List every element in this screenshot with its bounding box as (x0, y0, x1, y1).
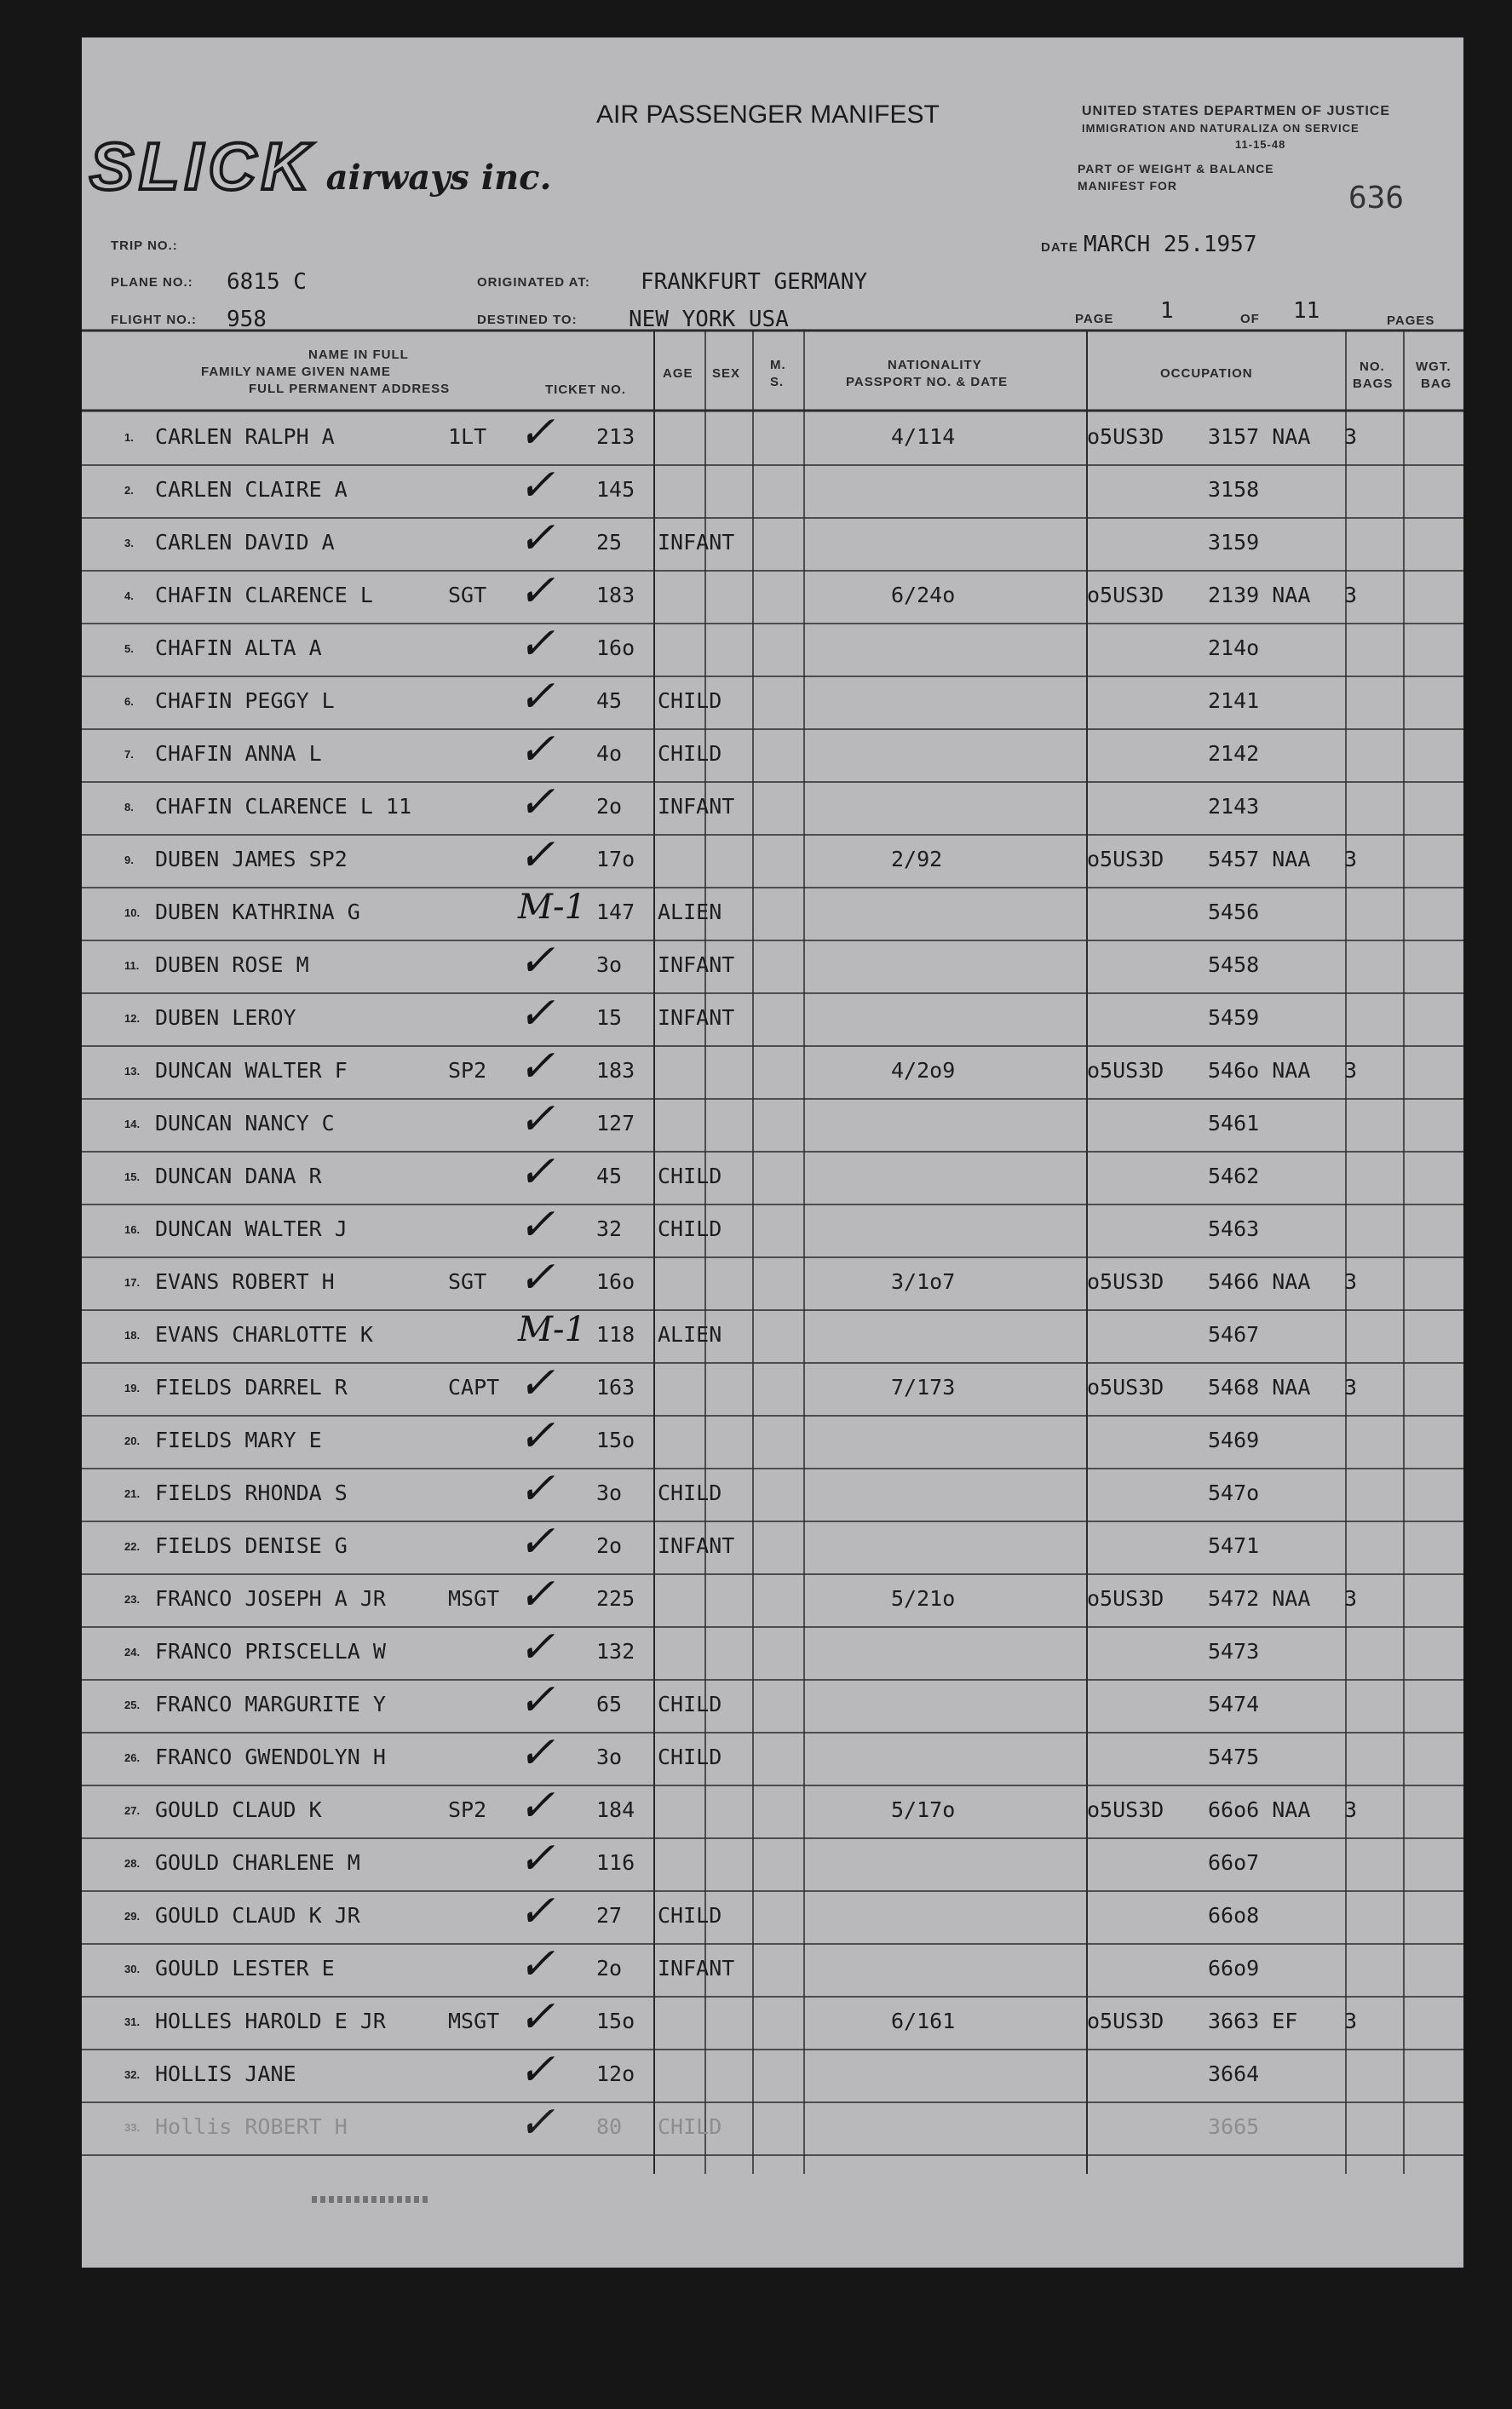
table-row (82, 1094, 1463, 1152)
check-mark: ✓ (518, 407, 555, 458)
rank: SP2 (448, 1797, 487, 1822)
passenger-name: Hollis ROBERT H (155, 2114, 348, 2139)
bag-count: 3 (1344, 2009, 1358, 2033)
passenger-name: GOULD CLAUD K JR (155, 1903, 360, 1928)
col-name-line2: FAMILY NAME GIVEN NAME (201, 365, 391, 379)
rank: CAPT (448, 1375, 500, 1400)
ticket-number: 2o (596, 1956, 623, 1981)
table-row (82, 1886, 1463, 1944)
table-row (82, 724, 1463, 782)
table-row (82, 830, 1463, 888)
rank: MSGT (448, 1586, 500, 1611)
col-bags-line1: NO. (1360, 359, 1385, 374)
check-mark: ✓ (518, 2044, 555, 2096)
col-age: AGE (663, 366, 693, 381)
table-row (82, 618, 1463, 676)
col-ticket: TICKET NO. (545, 382, 626, 397)
dept-line-2: IMMIGRATION AND NATURALIZA ON SERVICE (1082, 122, 1360, 135)
passenger-name: FRANCO GWENDOLYN H (155, 1745, 386, 1769)
table-row (82, 777, 1463, 835)
age-category: INFANT (658, 794, 735, 819)
passenger-name: EVANS ROBERT H (155, 1269, 335, 1294)
ticket-number: 17o (596, 847, 635, 871)
flight-label: FLIGHT NO.: (111, 313, 197, 327)
passenger-name: FIELDS DARREL R (155, 1375, 348, 1400)
occupation-code: 66o9 (1208, 1956, 1260, 1981)
flight-number: 958 (227, 307, 267, 332)
date-label: DATE (1041, 240, 1078, 255)
occupation-code: 5468 NAA (1208, 1375, 1311, 1400)
ticket-number: 4o (596, 741, 623, 766)
unit-code: o5US3D (1087, 2009, 1164, 2033)
dept-line-1: UNITED STATES DEPARTMEN OF JUSTICE (1082, 104, 1391, 118)
age-category: INFANT (658, 1533, 735, 1558)
row-number: 13. (124, 1065, 141, 1078)
occupation-code: 5472 NAA (1208, 1586, 1311, 1611)
table-row (82, 1463, 1463, 1521)
table-row (82, 1622, 1463, 1680)
passenger-name: CARLEN CLAIRE A (155, 477, 348, 502)
age-category: CHILD (658, 688, 722, 713)
total-pages: 11 (1293, 298, 1320, 324)
passenger-name: DUBEN LEROY (155, 1005, 296, 1030)
passport-info: 5/17o (891, 1797, 956, 1822)
occupation-code: 2142 (1208, 741, 1260, 766)
ticket-number: 3o (596, 1745, 623, 1769)
passenger-name: FIELDS DENISE G (155, 1533, 348, 1558)
check-mark: ✓ (518, 1728, 555, 1779)
occupation-code: 5469 (1208, 1428, 1260, 1452)
row-number: 19. (124, 1382, 141, 1394)
table-row (82, 2097, 1463, 2155)
age-category: INFANT (658, 952, 735, 977)
row-number: 18. (124, 1329, 141, 1342)
ticket-number: 80 (596, 2114, 623, 2139)
bag-count: 3 (1344, 1375, 1358, 1400)
age-category: INFANT (658, 1956, 735, 1981)
plane-label: PLANE NO.: (111, 275, 193, 290)
occupation-code: 3157 NAA (1208, 424, 1311, 449)
age-category: CHILD (658, 1164, 722, 1188)
check-mark: M-1 (518, 1310, 586, 1349)
check-mark: ✓ (518, 1041, 555, 1092)
table-row (82, 1516, 1463, 1574)
occupation-code: 5467 (1208, 1322, 1260, 1347)
occupation-code: 5474 (1208, 1692, 1260, 1716)
check-mark: ✓ (518, 1833, 555, 1884)
page-stamp-number: 636 (1348, 181, 1405, 216)
occupation-code: 66o7 (1208, 1850, 1260, 1875)
page-title: AIR PASSENGER MANIFEST (596, 101, 940, 129)
occupation-code: 5456 (1208, 900, 1260, 924)
occupation-code: 547o (1208, 1480, 1260, 1505)
row-number: 21. (124, 1487, 141, 1500)
row-number: 23. (124, 1593, 141, 1606)
age-category: CHILD (658, 741, 722, 766)
table-row (82, 1310, 1463, 1363)
table-row (82, 1358, 1463, 1416)
ticket-number: 2o (596, 794, 623, 819)
occupation-code: 3158 (1208, 477, 1260, 502)
row-number: 6. (124, 695, 134, 708)
passenger-name: DUNCAN WALTER J (155, 1216, 348, 1241)
row-number: 26. (124, 1751, 141, 1764)
ticket-number: 65 (596, 1692, 623, 1716)
row-number: 9. (124, 854, 134, 866)
rank: SP2 (448, 1058, 487, 1083)
ticket-number: 116 (596, 1850, 635, 1875)
passenger-name: GOULD LESTER E (155, 1956, 335, 1981)
check-mark: ✓ (518, 566, 555, 617)
row-number: 17. (124, 1276, 141, 1289)
table-row (82, 2044, 1463, 2102)
occupation-code: 66o8 (1208, 1903, 1260, 1928)
check-mark: ✓ (518, 618, 555, 670)
table-row (82, 1199, 1463, 1257)
table-row (82, 566, 1463, 624)
passenger-name: DUNCAN WALTER F (155, 1058, 348, 1083)
passenger-name: DUBEN KATHRINA G (155, 900, 360, 924)
row-number: 33. (124, 2121, 141, 2134)
unit-code: o5US3D (1087, 1058, 1164, 1083)
occupation-code: 3664 (1208, 2061, 1260, 2086)
occupation-code: 2141 (1208, 688, 1260, 713)
row-number: 4. (124, 589, 134, 602)
col-ms-line2: S. (770, 375, 785, 389)
passenger-name: EVANS CHARLOTTE K (155, 1322, 373, 1347)
ticket-number: 163 (596, 1375, 635, 1400)
check-mark: ✓ (518, 777, 555, 828)
passenger-name: HOLLES HAROLD E JR (155, 2009, 386, 2033)
row-number: 31. (124, 2015, 141, 2028)
occupation-code: 5458 (1208, 952, 1260, 977)
passport-info: 2/92 (891, 847, 943, 871)
destined-value: NEW YORK USA (629, 307, 789, 332)
ticket-number: 2o (596, 1533, 623, 1558)
age-category: ALIEN (658, 900, 722, 924)
age-category: CHILD (658, 1216, 722, 1241)
passenger-name: CHAFIN CLARENCE L 11 (155, 794, 412, 819)
logo-wordmark: SLICK (89, 129, 314, 204)
ticket-number: 213 (596, 424, 635, 449)
row-number: 7. (124, 748, 134, 761)
rank: SGT (448, 1269, 487, 1294)
table-row (82, 460, 1463, 518)
occupation-code: 5462 (1208, 1164, 1260, 1188)
passenger-name: CHAFIN PEGGY L (155, 688, 335, 713)
ticket-number: 15o (596, 2009, 635, 2033)
table-row (82, 1780, 1463, 1838)
row-number: 22. (124, 1540, 141, 1553)
check-mark: ✓ (518, 513, 555, 564)
check-mark: ✓ (518, 1252, 555, 1303)
row-number: 11. (124, 959, 140, 972)
ticket-number: 25 (596, 530, 623, 555)
check-mark: ✓ (518, 1199, 555, 1250)
check-mark: ✓ (518, 830, 555, 881)
ticket-number: 184 (596, 1797, 635, 1822)
table-row (82, 1041, 1463, 1099)
ticket-number: 45 (596, 1164, 623, 1188)
table-row (82, 1411, 1463, 1469)
passenger-name: GOULD CHARLENE M (155, 1850, 360, 1875)
table-row (82, 935, 1463, 993)
check-mark: ✓ (518, 2097, 555, 2148)
passenger-name: FRANCO MARGURITE Y (155, 1692, 386, 1716)
check-mark: ✓ (518, 935, 555, 986)
passenger-name: FIELDS MARY E (155, 1428, 322, 1452)
footer-stamp-mark (312, 2196, 431, 2203)
passport-info: 6/161 (891, 2009, 956, 2033)
ticket-number: 145 (596, 477, 635, 502)
table-row (82, 1728, 1463, 1785)
row-number: 14. (124, 1118, 141, 1130)
row-number: 29. (124, 1910, 141, 1923)
passenger-name: DUBEN JAMES SP2 (155, 847, 348, 871)
passport-info: 3/1o7 (891, 1269, 956, 1294)
passenger-name: DUNCAN NANCY C (155, 1111, 335, 1136)
passenger-name: FIELDS RHONDA S (155, 1480, 348, 1505)
occupation-code: 66o6 NAA (1208, 1797, 1311, 1822)
check-mark: ✓ (518, 1886, 555, 1937)
rank: MSGT (448, 2009, 500, 2033)
age-category: ALIEN (658, 1322, 722, 1347)
bag-count: 3 (1344, 847, 1358, 871)
ticket-number: 118 (596, 1322, 635, 1347)
unit-code: o5US3D (1087, 847, 1164, 871)
passport-info: 4/2o9 (891, 1058, 956, 1083)
row-number: 15. (124, 1170, 141, 1183)
unit-code: o5US3D (1087, 1375, 1164, 1400)
ticket-number: 183 (596, 583, 635, 607)
date-value: MARCH 25.1957 (1084, 232, 1257, 257)
check-mark: ✓ (518, 724, 555, 775)
pages-label: PAGES (1387, 313, 1435, 328)
passenger-name: FRANCO JOSEPH A JR (155, 1586, 386, 1611)
check-mark: ✓ (518, 988, 555, 1039)
ticket-number: 3o (596, 952, 623, 977)
ticket-number: 32 (596, 1216, 623, 1241)
row-number: 24. (124, 1646, 141, 1659)
table-row (82, 1252, 1463, 1310)
ticket-number: 3o (596, 1480, 623, 1505)
occupation-code: 3663 EF (1208, 2009, 1298, 2033)
age-category: CHILD (658, 2114, 722, 2139)
check-mark: ✓ (518, 671, 555, 722)
age-category: CHILD (658, 1903, 722, 1928)
ticket-number: 225 (596, 1586, 635, 1611)
ticket-number: 15 (596, 1005, 623, 1030)
dept-line-5: MANIFEST FOR (1078, 179, 1177, 193)
table-row (82, 407, 1463, 465)
row-number: 3. (124, 537, 134, 549)
col-name-line3: FULL PERMANENT ADDRESS (249, 382, 451, 396)
ticket-number: 27 (596, 1903, 623, 1928)
row-number: 8. (124, 801, 134, 814)
passport-info: 4/114 (891, 424, 956, 449)
occupation-code: 5471 (1208, 1533, 1260, 1558)
passport-info: 5/21o (891, 1586, 956, 1611)
row-number: 16. (124, 1223, 141, 1236)
table-row (82, 1992, 1463, 2050)
occupation-code: 214o (1208, 635, 1260, 660)
passenger-name: CHAFIN ANNA L (155, 741, 322, 766)
occupation-code: 5457 NAA (1208, 847, 1311, 871)
age-category: INFANT (658, 1005, 735, 1030)
row-number: 5. (124, 642, 134, 655)
ticket-number: 147 (596, 900, 635, 924)
passenger-name: HOLLIS JANE (155, 2061, 296, 2086)
col-ms-line1: M. (770, 358, 786, 372)
passport-info: 7/173 (891, 1375, 956, 1400)
occupation-code: 5475 (1208, 1745, 1260, 1769)
occupation-code: 3159 (1208, 530, 1260, 555)
airline-logo (89, 128, 551, 205)
bag-count: 3 (1344, 424, 1358, 449)
ticket-number: 127 (596, 1111, 635, 1136)
passenger-name: FRANCO PRISCELLA W (155, 1639, 386, 1664)
ticket-number: 183 (596, 1058, 635, 1083)
check-mark: ✓ (518, 1094, 555, 1145)
bag-count: 3 (1344, 583, 1358, 607)
plane-number: 6815 C (227, 269, 307, 295)
col-occupation: OCCUPATION (1160, 366, 1253, 381)
row-number: 27. (124, 1804, 141, 1817)
table-row (82, 1569, 1463, 1627)
page-label: PAGE (1075, 312, 1114, 326)
dept-line-3: 11-15-48 (1235, 138, 1286, 151)
table-row (82, 513, 1463, 571)
passenger-name: CARLEN RALPH A (155, 424, 335, 449)
rank: 1LT (448, 424, 487, 449)
col-name-line1: NAME IN FULL (308, 348, 409, 362)
row-number: 28. (124, 1857, 141, 1870)
ticket-number: 16o (596, 635, 635, 660)
row-number: 30. (124, 1963, 141, 1975)
occupation-code: 3665 (1208, 2114, 1260, 2139)
occupation-code: 546o NAA (1208, 1058, 1311, 1083)
age-category: INFANT (658, 530, 735, 555)
rank: SGT (448, 583, 487, 607)
check-mark: ✓ (518, 1358, 555, 1409)
check-mark: ✓ (518, 1780, 555, 1831)
check-mark: ✓ (518, 1992, 555, 2043)
occupation-code: 2143 (1208, 794, 1260, 819)
row-number: 2. (124, 484, 134, 497)
destined-label: DESTINED TO: (477, 313, 578, 327)
row-number: 20. (124, 1434, 141, 1447)
table-row (82, 1147, 1463, 1204)
check-mark: ✓ (518, 1569, 555, 1620)
page-number: 1 (1160, 298, 1174, 324)
occupation-code: 2139 NAA (1208, 583, 1311, 607)
bag-count: 3 (1344, 1058, 1358, 1083)
unit-code: o5US3D (1087, 424, 1164, 449)
row-number: 25. (124, 1699, 141, 1711)
col-wgt-line2: BAG (1421, 377, 1452, 391)
check-mark: ✓ (518, 1516, 555, 1567)
passenger-name: CHAFIN CLARENCE L (155, 583, 373, 607)
row-number: 12. (124, 1012, 141, 1025)
table-row (82, 1939, 1463, 1997)
table-row (82, 888, 1463, 940)
col-sex: SEX (712, 366, 741, 381)
occupation-code: 5466 NAA (1208, 1269, 1311, 1294)
occupation-code: 5473 (1208, 1639, 1260, 1664)
check-mark: M-1 (518, 888, 586, 927)
occupation-code: 5461 (1208, 1111, 1260, 1136)
age-category: CHILD (658, 1692, 722, 1716)
unit-code: o5US3D (1087, 583, 1164, 607)
check-mark: ✓ (518, 1939, 555, 1990)
bag-count: 3 (1344, 1797, 1358, 1822)
row-number: 10. (124, 906, 141, 919)
col-nationality-line1: NATIONALITY (888, 358, 982, 372)
dept-line-4: PART OF WEIGHT & BALANCE (1078, 162, 1274, 175)
passport-info: 6/24o (891, 583, 956, 607)
originated-label: ORIGINATED AT: (477, 275, 590, 290)
check-mark: ✓ (518, 1622, 555, 1673)
check-mark: ✓ (518, 1411, 555, 1462)
table-row (82, 1833, 1463, 1891)
check-mark: ✓ (518, 460, 555, 511)
col-nationality-line2: PASSPORT NO. & DATE (846, 375, 1009, 389)
ticket-number: 12o (596, 2061, 635, 2086)
ticket-number: 16o (596, 1269, 635, 1294)
col-bags-line2: BAGS (1353, 377, 1394, 391)
ticket-number: 45 (596, 688, 623, 713)
row-number: 1. (124, 431, 134, 444)
originated-value: FRANKFURT GERMANY (641, 269, 868, 295)
ticket-number: 132 (596, 1639, 635, 1664)
occupation-code: 5459 (1208, 1005, 1260, 1030)
check-mark: ✓ (518, 1147, 555, 1198)
age-category: CHILD (658, 1480, 722, 1505)
passenger-name: CARLEN DAVID A (155, 530, 335, 555)
bag-count: 3 (1344, 1586, 1358, 1611)
row-number: 32. (124, 2068, 141, 2081)
bag-count: 3 (1344, 1269, 1358, 1294)
unit-code: o5US3D (1087, 1797, 1164, 1822)
table-row (82, 671, 1463, 729)
passenger-name: DUNCAN DANA R (155, 1164, 322, 1188)
table-row (82, 1675, 1463, 1733)
table-row (82, 988, 1463, 1046)
passenger-name: DUBEN ROSE M (155, 952, 309, 977)
of-label: OF (1240, 312, 1260, 326)
ticket-number: 15o (596, 1428, 635, 1452)
age-category: CHILD (658, 1745, 722, 1769)
logo-suffix: airways inc. (325, 158, 552, 198)
unit-code: o5US3D (1087, 1586, 1164, 1611)
passenger-name: GOULD CLAUD K (155, 1797, 322, 1822)
occupation-code: 5463 (1208, 1216, 1260, 1241)
passenger-name: CHAFIN ALTA A (155, 635, 322, 660)
check-mark: ✓ (518, 1463, 555, 1515)
unit-code: o5US3D (1087, 1269, 1164, 1294)
col-wgt-line1: WGT. (1416, 359, 1452, 374)
trip-label: TRIP NO.: (111, 239, 178, 253)
check-mark: ✓ (518, 1675, 555, 1726)
